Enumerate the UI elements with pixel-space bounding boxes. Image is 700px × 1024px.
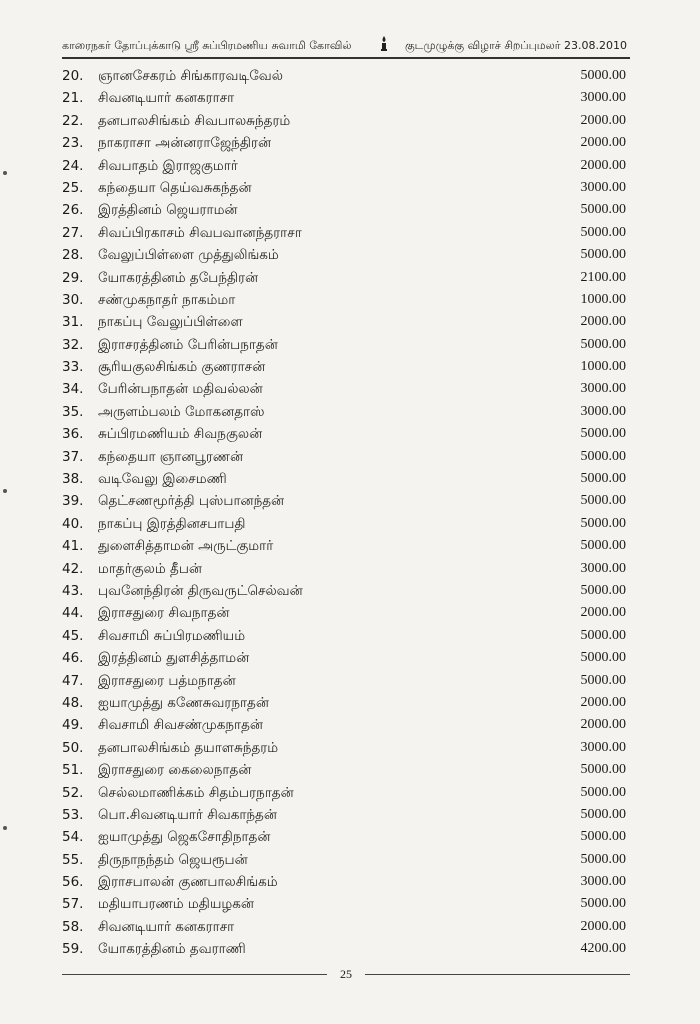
donation-amount: 3000.00 <box>580 739 626 755</box>
donor-number: 59. <box>62 941 84 958</box>
donor-number: 50. <box>62 739 84 756</box>
donor-name: தனபாலசிங்கம் சிவபாலசுந்தரம் <box>98 112 291 129</box>
donor-row <box>62 513 630 535</box>
donor-row <box>62 602 630 624</box>
donor-row <box>62 782 630 804</box>
donation-amount: 2000.00 <box>580 605 626 621</box>
donor-number: 20. <box>62 68 84 84</box>
donor-name: நாகராசா அன்னராஜேந்திரன் <box>98 135 272 152</box>
donor-name: வேலுப்பிள்ளை முத்துலிங்கம் <box>98 247 279 264</box>
donation-amount: 3000.00 <box>580 90 626 106</box>
donor-list <box>62 65 630 961</box>
donation-amount: 3000.00 <box>580 179 626 195</box>
donation-amount: 2000.00 <box>580 314 626 330</box>
donor-name: துளைசித்தாமன் அருட்குமார் <box>98 538 274 555</box>
donor-name: இராசதுரை கைலைநாதன் <box>98 762 252 779</box>
binding-hole-mark <box>2 488 8 494</box>
donor-row <box>62 423 630 445</box>
donor-name: நாகப்பு இரத்தினசபாபதி <box>98 515 246 532</box>
donor-number: 22. <box>62 112 84 129</box>
donor-name: பொ.சிவனடியார் சிவகாந்தன் <box>98 806 277 823</box>
donation-amount: 5000.00 <box>580 202 626 218</box>
donor-name: சுப்பிரமணியம் சிவநகுலன் <box>98 426 263 443</box>
donor-number: 31. <box>62 314 84 331</box>
donor-number: 43. <box>62 582 84 599</box>
donor-number: 44. <box>62 605 84 622</box>
donor-number: 53. <box>62 806 84 823</box>
donation-amount: 3000.00 <box>580 560 626 576</box>
donor-name: பேரின்பநாதன் மதிவல்லன் <box>98 381 263 398</box>
donor-row <box>62 916 630 938</box>
donor-row <box>62 692 630 714</box>
donation-amount: 5000.00 <box>580 247 626 263</box>
donor-row <box>62 871 630 893</box>
donation-amount: 5000.00 <box>580 448 626 464</box>
donation-amount: 5000.00 <box>580 493 626 509</box>
donor-name: சூரியகுலசிங்கம் குணராசன் <box>98 359 266 376</box>
donation-amount: 2000.00 <box>580 694 626 710</box>
donor-number: 58. <box>62 918 84 935</box>
donor-name: சிவபாதம் இராஜகுமார் <box>98 157 238 174</box>
donor-number: 42. <box>62 560 84 577</box>
donor-row <box>62 759 630 781</box>
donor-number: 39. <box>62 493 84 510</box>
donation-amount: 2000.00 <box>580 918 626 934</box>
donor-row <box>62 625 630 647</box>
donor-row <box>62 87 630 109</box>
donor-number: 35. <box>62 403 84 420</box>
donor-number: 27. <box>62 224 84 241</box>
donor-number: 47. <box>62 672 84 689</box>
donor-number: 40. <box>62 515 84 532</box>
donation-amount: 3000.00 <box>580 381 626 397</box>
donor-number: 29. <box>62 269 84 286</box>
donor-name: நாகப்பு வேலுப்பிள்ளை <box>98 314 243 331</box>
donor-row <box>62 849 630 871</box>
donor-number: 38. <box>62 471 84 488</box>
donor-name: இராசபாலன் குணபாலசிங்கம் <box>98 874 278 891</box>
donor-name: கந்தையா தெய்வசுகந்தன் <box>98 179 252 196</box>
donation-amount: 5000.00 <box>580 471 626 487</box>
donor-number: 45. <box>62 627 84 644</box>
donor-name: இராசரத்தினம் பேரின்பநாதன் <box>98 336 278 353</box>
donor-number: 52. <box>62 784 84 801</box>
donor-name: இராசதுரை சிவநாதன் <box>98 605 230 622</box>
donation-amount: 5000.00 <box>580 224 626 240</box>
donor-row <box>62 647 630 669</box>
donation-amount: 5000.00 <box>580 582 626 598</box>
donor-name: மதியாபரணம் மதியழகன் <box>98 896 254 913</box>
donation-amount: 1000.00 <box>580 359 626 375</box>
donor-name: இரத்தினம் ஜெயராமன் <box>98 202 238 219</box>
donation-amount: 3000.00 <box>580 403 626 419</box>
donor-row <box>62 938 630 960</box>
donation-amount: 5000.00 <box>580 762 626 778</box>
donation-amount: 5000.00 <box>580 784 626 800</box>
donor-number: 55. <box>62 851 84 868</box>
donor-number: 48. <box>62 694 84 711</box>
donor-number: 33. <box>62 359 84 376</box>
donation-amount: 5000.00 <box>580 851 626 867</box>
donor-row <box>62 737 630 759</box>
donation-amount: 4200.00 <box>580 941 626 957</box>
header-temple-title: காரைநகர் தோப்புக்காடு ஸ்ரீ சுப்பிரமணிய சுவாமி கோவில் <box>62 39 352 52</box>
donor-name: சிவனடியார் கனகராசா <box>98 90 235 107</box>
donor-number: 41. <box>62 538 84 555</box>
donation-amount: 2000.00 <box>580 112 626 128</box>
donor-name: சண்முகநாதர் நாகம்மா <box>98 291 236 308</box>
donation-amount: 5000.00 <box>580 672 626 688</box>
page-number: 25 <box>340 967 352 981</box>
donor-row <box>62 334 630 356</box>
donor-row <box>62 199 630 221</box>
donor-row <box>62 893 630 915</box>
donor-number: 56. <box>62 874 84 891</box>
donor-number: 34. <box>62 381 84 398</box>
donor-number: 57. <box>62 896 84 913</box>
donor-row <box>62 714 630 736</box>
donor-row <box>62 177 630 199</box>
donor-name: ஐயாமுத்து ஜெகசோதிநாதன் <box>98 829 271 846</box>
donor-name: தெட்சணமூர்த்தி புஸ்பானந்தன் <box>98 493 285 510</box>
donor-row <box>62 558 630 580</box>
binding-hole-mark <box>2 825 8 831</box>
donor-number: 36. <box>62 426 84 443</box>
donor-number: 46. <box>62 650 84 667</box>
donor-row <box>62 311 630 333</box>
donor-row <box>62 356 630 378</box>
donor-row <box>62 490 630 512</box>
donation-amount: 5000.00 <box>580 426 626 442</box>
donor-name: சிவப்பிரகாசம் சிவபவானந்தராசா <box>98 224 302 241</box>
donor-name: இராசதுரை பத்மநாதன் <box>98 672 236 689</box>
donor-row <box>62 401 630 423</box>
donor-name: சிவசாமி சிவசண்முகநாதன் <box>98 717 263 734</box>
page-header <box>62 36 627 56</box>
footer-rule-right <box>365 974 630 975</box>
donor-row <box>62 244 630 266</box>
page-footer <box>62 967 630 983</box>
donor-name: சிவனடியார் கனகராசா <box>98 918 235 935</box>
header-souvenir-title: குடமுழுக்கு விழாச் சிறப்புமலர் 23.08.2010 <box>404 39 627 52</box>
donor-name: மாதர்குலம் தீபன் <box>98 560 202 577</box>
donation-amount: 5000.00 <box>580 806 626 822</box>
donor-name: தனபாலசிங்கம் தயாளசுந்தரம் <box>98 739 279 756</box>
donor-name: ஞானசேகரம் சிங்காரவடிவேல் <box>98 68 283 84</box>
donor-row <box>62 446 630 468</box>
donor-row <box>62 65 630 87</box>
donation-amount: 1000.00 <box>580 291 626 307</box>
donor-name: புவனேந்திரன் திருவருட்செல்வன் <box>98 582 303 599</box>
donor-number: 54. <box>62 829 84 846</box>
donor-number: 23. <box>62 135 84 152</box>
donor-name: இரத்தினம் துளசித்தாமன் <box>98 650 250 667</box>
donor-name: யோகரத்தினம் தவராணி <box>98 941 246 958</box>
header-divider <box>62 57 630 59</box>
donor-row <box>62 222 630 244</box>
donor-row <box>62 670 630 692</box>
lamp-icon <box>379 36 389 52</box>
donor-number: 51. <box>62 762 84 779</box>
donation-amount: 5000.00 <box>580 336 626 352</box>
donor-row <box>62 267 630 289</box>
donor-name: சிவசாமி சுப்பிரமணியம் <box>98 627 246 644</box>
donor-number: 32. <box>62 336 84 353</box>
donor-row <box>62 110 630 132</box>
donor-row <box>62 826 630 848</box>
donor-number: 30. <box>62 291 84 308</box>
donor-name: செல்லமாணிக்கம் சிதம்பரநாதன் <box>98 784 294 801</box>
donor-name: திருநாநந்தம் ஜெயரூபன் <box>98 851 248 868</box>
donation-amount: 5000.00 <box>580 829 626 845</box>
donor-row <box>62 468 630 490</box>
donor-row <box>62 132 630 154</box>
donation-amount: 2000.00 <box>580 135 626 151</box>
donation-amount: 5000.00 <box>580 515 626 531</box>
donor-row <box>62 535 630 557</box>
donor-name: ஐயாமுத்து கணேசுவரநாதன் <box>98 694 269 711</box>
donation-amount: 5000.00 <box>580 896 626 912</box>
donation-amount: 2100.00 <box>580 269 626 285</box>
donor-row <box>62 155 630 177</box>
donation-amount: 2000.00 <box>580 717 626 733</box>
donor-number: 28. <box>62 247 84 264</box>
donor-number: 49. <box>62 717 84 734</box>
donation-amount: 5000.00 <box>580 538 626 554</box>
donor-row <box>62 289 630 311</box>
donor-row <box>62 580 630 602</box>
donation-amount: 2000.00 <box>580 157 626 173</box>
donor-name: அருளம்பலம் மோகனதாஸ் <box>98 403 265 420</box>
donation-amount: 5000.00 <box>580 650 626 666</box>
binding-hole-mark <box>2 170 8 176</box>
donor-number: 37. <box>62 448 84 465</box>
donation-amount: 5000.00 <box>580 627 626 643</box>
donor-name: கந்தையா ஞானபூரணன் <box>98 448 244 465</box>
donor-number: 21. <box>62 90 84 107</box>
donation-amount: 5000.00 <box>580 68 626 83</box>
donor-number: 25. <box>62 179 84 196</box>
donor-row <box>62 378 630 400</box>
donor-number: 26. <box>62 202 84 219</box>
donation-amount: 3000.00 <box>580 874 626 890</box>
donor-name: யோகரத்தினம் தபேந்திரன் <box>98 269 259 286</box>
donor-number: 24. <box>62 157 84 174</box>
donor-row <box>62 804 630 826</box>
donor-name: வடிவேலு இசைமணி <box>98 471 227 488</box>
